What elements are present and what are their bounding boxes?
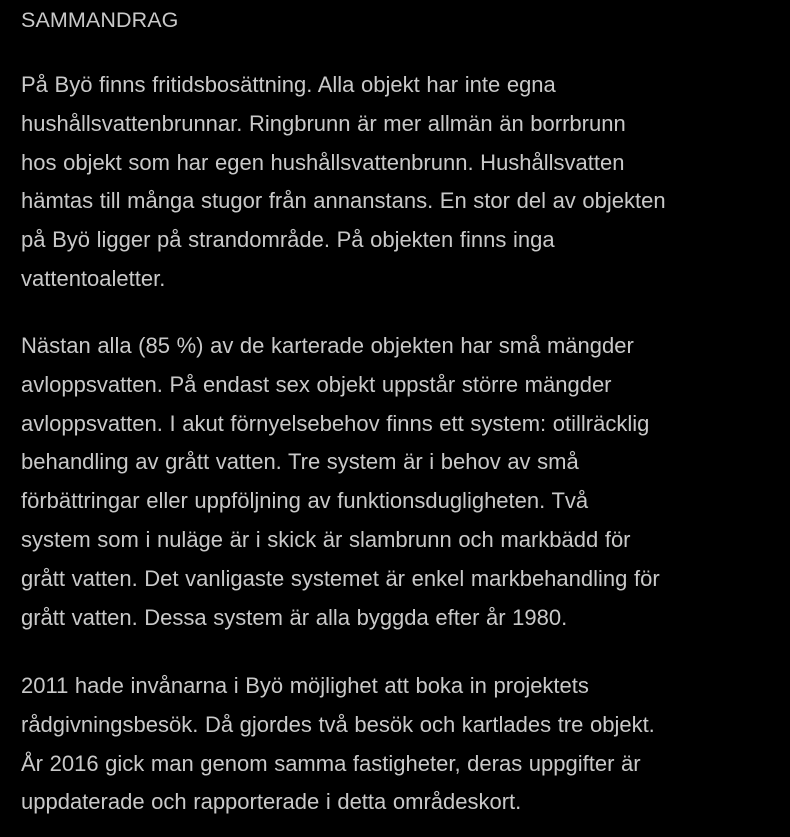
text-line: behandling av grått vatten. Tre system är i behov av små (21, 449, 579, 475)
text-line: Nästan alla (85 %) av de karterade objekten har små mängder (21, 333, 634, 358)
text-line: avloppsvatten. I akut förnyelsebehov finns ett system: otillräcklig (21, 410, 650, 436)
text-line: hämtas till många stugor från annanstans. En stor del av objekten (21, 188, 666, 214)
text-line: förbättringar eller uppföljning av funktionsdugligheten. Två (21, 488, 589, 514)
text-line: uppdaterade och rapporterade i detta områdeskort. (21, 789, 522, 815)
paragraph-summary-water (21, 66, 666, 299)
text-line: 2011 hade invånarna i Byö möjlighet att boka in projektets (21, 673, 589, 698)
text-line: avloppsvatten. På endast sex objekt uppstår större mängder (21, 371, 612, 397)
paragraph-summary-visits (21, 667, 655, 822)
text-line: rådgivningsbesök. Då gjordes två besök och kartlades tre objekt. (21, 711, 655, 737)
text-line: hos objekt som har egen hushållsvattenbrunn. Hushållsvatten (21, 149, 625, 175)
text-line: grått vatten. Dessa system är alla byggda efter år 1980. (21, 604, 568, 630)
document-page (21, 0, 781, 815)
text-line: på Byö ligger på strandområde. På objekten finns inga (21, 227, 555, 253)
section-heading: SAMMANDRAG (21, 8, 179, 32)
text-line: hushållsvattenbrunnar. Ringbrunn är mer allmän än borrbrunn (21, 110, 626, 136)
text-line: system som i nuläge är i skick är slambrunn och markbädd för (21, 526, 631, 552)
paragraph-summary-wastewater (21, 327, 660, 637)
text-line: grått vatten. Det vanligaste systemet är enkel markbehandling för (21, 565, 660, 591)
text-line: vattentoaletter. (21, 265, 166, 291)
text-line: På Byö finns fritidsbosättning. Alla objekt har inte egna (21, 72, 556, 97)
text-line: År 2016 gick man genom samma fastigheter, deras uppgifter är (21, 750, 641, 776)
